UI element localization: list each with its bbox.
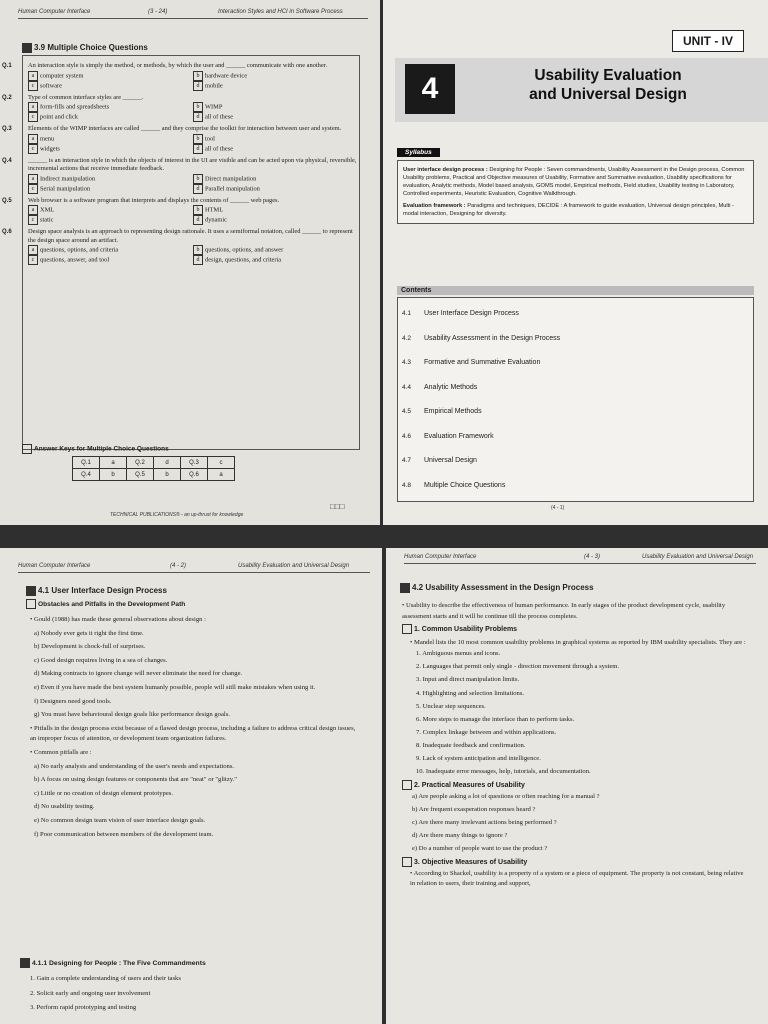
problem-item: 9. Lack of system anticipation and intelligence. [416, 754, 541, 762]
answer-cell: Q.1 [73, 457, 100, 469]
contents-title: Empirical Methods [424, 408, 482, 415]
option-letter-box: c [28, 81, 38, 91]
page-header [18, 562, 370, 573]
answer-cell: d [154, 457, 181, 469]
option-letter-box: b [193, 205, 203, 215]
book-icon [26, 586, 36, 596]
answer-keys-table [72, 456, 235, 481]
answer-keys-title: Answer Keys for Multiple Choice Questions [22, 444, 169, 454]
problem-item: 3. Input and direct manipulation limits. [416, 676, 520, 684]
section-title: 4.1 User Interface Design Process [26, 586, 167, 596]
option-letter-box: c [28, 255, 38, 265]
answer-cell: Q.4 [73, 469, 100, 481]
question-text: Design space analysis is an approach to representing design rationale. It uses a semiformal notation, called ______ to represent the design space around an artifact. [28, 228, 353, 244]
text-line: • Pitfalls in the design process exist because of a flawed design process, including a failure to address critical design issues, an improper focus of attention, or development team organization failures. [30, 724, 356, 743]
text-line: f) Poor communication between members of the development team. [34, 830, 214, 838]
contents-tag: Contents [397, 286, 754, 295]
option-text: tool [205, 134, 215, 142]
option [28, 112, 193, 122]
option-text: design, questions, and criteria [205, 256, 282, 264]
option [28, 102, 193, 112]
chapter-banner [395, 58, 768, 122]
option-letter-box: a [28, 205, 38, 215]
answer-cell: a [208, 469, 235, 481]
answer-row [73, 469, 235, 481]
measures-list [402, 792, 748, 855]
option-grid [28, 245, 358, 265]
page-usability-assessment [386, 548, 768, 1024]
option [193, 245, 358, 255]
option-letter-box: b [193, 134, 203, 144]
option-grid [28, 134, 358, 154]
checkbox-icon [26, 599, 36, 609]
header-right: Interaction Styles and HCI in Software Process [218, 9, 343, 15]
end-marks: □□□ [330, 502, 345, 511]
option-text: software [40, 81, 63, 89]
option-letter-box: c [28, 144, 38, 154]
header-right: Usability Evaluation and Universal Design [642, 554, 754, 560]
contents-number: 4.7 [402, 457, 412, 464]
problem-item: 1. Ambiguous menus and icons. [416, 650, 501, 658]
question-number: Q.6 [2, 229, 12, 235]
section-title: 3.9 Multiple Choice Questions [22, 43, 148, 53]
answer-cell: c [208, 457, 235, 469]
answer-cell: b [154, 469, 181, 481]
mcq-question [2, 228, 358, 265]
option-letter-box: b [193, 245, 203, 255]
text-line: • Common pitfalls are : [30, 748, 92, 756]
option [28, 174, 193, 184]
checkbox-icon [402, 624, 412, 634]
mcq-question [2, 156, 358, 194]
option [193, 215, 358, 225]
mcq-list [2, 62, 358, 268]
page-chapter-opener [383, 0, 768, 525]
page-header [18, 8, 368, 19]
contents-title: Analytic Methods [424, 383, 478, 391]
option-text: all of these [205, 113, 234, 121]
option [193, 71, 358, 81]
contents-title: User Interface Design Process [424, 310, 519, 317]
question-text: Elements of the WIMP interfaces are called ______ and they comprise the toolkit for interaction between user and system. [28, 125, 342, 132]
text-line: • Gould (1988) has made these general observations about design : [30, 616, 206, 623]
contents-title: Multiple Choice Questions [424, 481, 506, 489]
text-line: d) No usability testing. [34, 803, 95, 811]
option-letter-box: d [193, 81, 203, 91]
book-icon [400, 583, 410, 593]
mcq-question [2, 93, 358, 123]
option-text: questions, options, and criteria [40, 246, 119, 254]
option-text: dynamic [205, 216, 228, 224]
syllabus-box: User interface design process : Designing for People : Seven commandments, Usability Assessment in the Design process, Common Usability problems, Practical and Objective measures of Usability, Formative and Summative evaluation, Usability specifications for evaluation, Analytic methods, Model based analysis, GOMS model, Empirical methods, Field studies, Usability testing in Laboratory, Controlled experiments, Heuristic Evaluation, Cognitive Walkthrough. Evaluation framework : Paradigms and techniques, DECIDE : A framework to guide evaluation, Universal design principles, Multi - modal interaction, Designing for diversity. [397, 160, 754, 224]
page-mcq [0, 0, 380, 525]
option-text: static [40, 216, 54, 224]
option [28, 205, 193, 215]
contents-number: 4.3 [402, 359, 412, 366]
option [193, 81, 358, 91]
answer-cell: Q.5 [127, 469, 154, 481]
book-icon [20, 958, 30, 968]
syllabus-tag: Syllabus [397, 148, 440, 157]
contents-title: Usability Assessment in the Design Process [424, 334, 561, 342]
option-grid [28, 174, 358, 194]
contents-number: 4.4 [402, 383, 412, 391]
contents-title: Evaluation Framework [424, 432, 494, 440]
page-number: (4 - 1) [551, 505, 565, 511]
option-text: form-fills and spreadsheets [40, 103, 110, 111]
question-number: Q.3 [2, 126, 12, 132]
answer-cell: b [100, 469, 127, 481]
problem-item: 8. Inadequate feedback and confirmation. [416, 741, 526, 749]
header-left: Human Computer Interface [18, 563, 91, 569]
option-letter-box: b [193, 71, 203, 81]
measure-item: c) Are there many irrelevant actions being performed ? [412, 818, 557, 826]
page-header [404, 553, 756, 564]
problem-item: 7. Complex linkage between and within applications. [416, 728, 557, 736]
measure-item: e) Do a number of people want to use the product ? [412, 844, 548, 852]
header-right: Usability Evaluation and Universal Design [238, 563, 350, 569]
option-text: point and click [40, 113, 78, 121]
option-letter-box: a [28, 71, 38, 81]
mcq-question [2, 125, 358, 154]
option [28, 184, 193, 194]
book-icon [22, 43, 32, 53]
problem-item: 2. Languages that permit only single - direction movement through a system. [416, 663, 620, 671]
text-line: d) Making contracts to ignore change will never eliminate the need for change. [34, 670, 243, 678]
option-letter-box: b [193, 174, 203, 184]
option-text: widgets [40, 144, 60, 152]
problem-item: 5. Unclear step sequences. [416, 702, 486, 710]
text-line: g) You must have behavioural design goals like performance design goals. [34, 711, 230, 719]
measure-item: a) Are people asking a lot of questions or often reaching for a manual ? [412, 792, 600, 800]
header-left: Human Computer Interface [18, 9, 91, 15]
option-text: computer system [40, 71, 84, 79]
question-text: Web browser is a software program that interprets and displays the contents of ______ web pages. [28, 196, 280, 204]
question-number: Q.5 [2, 197, 12, 204]
option-text: all of these [205, 144, 234, 152]
option [193, 205, 358, 215]
answer-cell: a [100, 457, 127, 469]
answer-cell: Q.3 [181, 457, 208, 469]
option-grid [28, 71, 358, 91]
question-number: Q.2 [2, 94, 12, 101]
option-text: XML [40, 206, 55, 214]
option-text: Indirect manipulation [40, 174, 96, 182]
option-letter-box: c [28, 112, 38, 122]
text-line: c) Little or no creation of design element prototypes. [34, 789, 173, 797]
option-letter-box: c [28, 215, 38, 225]
contents-number: 4.8 [402, 481, 412, 489]
option-grid [28, 205, 358, 225]
problem-item: 4. Highlighting and selection limitations. [416, 689, 525, 697]
header-page-number: (3 - 24) [148, 9, 168, 15]
commandment: 3. Perform rapid prototyping and testing [30, 1004, 137, 1012]
option-text: hardware device [205, 71, 248, 79]
subsection-title-2: 4.1.1 Designing for People : The Five Commandments [20, 958, 206, 968]
header-page-number: (4 - 2) [170, 563, 187, 569]
problem-item: 6. More steps to manage the interface than to perform tasks. [416, 715, 575, 723]
option-text: menu [40, 134, 55, 142]
option-letter-box: a [28, 134, 38, 144]
subsection-title: Obstacles and Pitfalls in the Development Path [26, 599, 185, 609]
question-number: Q.1 [2, 63, 12, 69]
option [28, 215, 193, 225]
unit-label: UNIT - IV [672, 30, 744, 52]
question-text: An interaction style is simply the method, or methods, by which the user and ______ communicate with one another. [28, 62, 328, 69]
mcq-question [2, 62, 358, 91]
option [28, 81, 193, 91]
text-line: b) Development is chock-full of surprises. [34, 643, 146, 651]
checkbox-icon [22, 444, 32, 454]
answer-row [73, 457, 235, 469]
text-line: c) Good design requires living in a sea of changes. [34, 656, 168, 664]
option-grid [28, 102, 358, 122]
commandment: 1. Gain a complete understanding of users and their tasks [30, 975, 181, 982]
option [193, 144, 358, 154]
contents-title: Universal Design [424, 457, 477, 464]
option [28, 134, 193, 144]
problem-item: 10. Inadequate error messages, help, tutorials, and documentation. [416, 768, 591, 776]
option-text: mobile [205, 81, 223, 89]
contents-title: Formative and Summative Evaluation [424, 359, 541, 366]
option [28, 255, 193, 265]
commandments-list [30, 974, 362, 1018]
option-text: questions, options, and answer [205, 246, 284, 254]
option [193, 102, 358, 112]
body-text [30, 615, 362, 843]
header-left: Human Computer Interface [404, 554, 477, 560]
question-number: Q.4 [2, 157, 12, 164]
answer-cell: Q.6 [181, 469, 208, 481]
option-letter-box: b [193, 102, 203, 112]
option-letter-box: a [28, 102, 38, 112]
chapter-number: 4 [405, 64, 455, 114]
option-letter-box: d [193, 112, 203, 122]
option-text: Direct manipulation [205, 174, 257, 182]
contents-number: 4.1 [402, 310, 412, 317]
page-footer: TECHNICAL PUBLICATIONS® - an up-thrust for knowledge [110, 512, 244, 518]
measure-item: d) Are there many things to ignore ? [412, 831, 508, 839]
answer-cell: Q.2 [127, 457, 154, 469]
option [28, 71, 193, 81]
option-letter-box: a [28, 245, 38, 255]
option-text: HTML [205, 206, 224, 214]
text-line: f) Designers need good tools. [34, 697, 112, 705]
question-text: ______ is an interaction style in which the objects of interest in the UI are visible and can be acted upon via physical, reversible, incremental actions that receive immediate feedback. [28, 156, 357, 172]
option-letter-box: d [193, 144, 203, 154]
checkbox-icon [402, 857, 412, 867]
option-letter-box: c [28, 184, 38, 194]
option-letter-box: a [28, 174, 38, 184]
measure-item: b) Are frequent exasperation responses heard ? [412, 805, 536, 813]
option-text: WIMP [205, 103, 223, 111]
option-text: Serial manipulation [40, 184, 91, 192]
option [28, 245, 193, 255]
chapter-title: Usability Evaluation and Universal Design [529, 67, 687, 103]
option [193, 134, 358, 144]
option-letter-box: d [193, 255, 203, 265]
problems-list [402, 649, 748, 777]
mcq-question [2, 196, 358, 226]
option [193, 112, 358, 122]
contents-box [397, 297, 754, 502]
option-text: Parallel manipulation [205, 184, 260, 192]
section-title: 4.2 Usability Assessment in the Design Process [400, 583, 594, 593]
text-line: b) A focus on using design features or components that are "neat" or "glitzy." [34, 776, 237, 784]
text-line: e) No common design team vision of user interface design goals. [34, 816, 206, 824]
page-design-process [0, 548, 382, 1024]
text-line: e) Even if you have made the best system humanly possible, people will still make mistakes when using it. [34, 683, 316, 691]
question-text: Type of common interface styles are ______. [28, 93, 144, 101]
contents-number: 4.6 [402, 432, 412, 440]
text-line: a) Nobody ever gets it right the first time. [34, 629, 144, 637]
header-page-number: (4 - 3) [584, 554, 601, 560]
body-text: • Usability to describe the effectiveness of human performance. In early stages of the product development cycle, usability assessment starts and it will be continue till the process completes. 1. Common Usability Problems • Mandel lists the 10 most common usability problems in graphical systems as reported by IBM usability specialists. They are : 1. Ambiguous menus and icons. 2. Languages that permit only single - direction movement through a system. 3. Input and direct manipulation limits. 4. Highlighting and selection limitations. 5. Unclear step sequences. 6. More steps to manage the interface than to perform tasks. 7. Complex linkage between and within applications. 8. Inadequate feedback and confirmation. 9. Lack of system anticipation and intelligence. 10. Inadequate error messages, help, tutorials, and documentation. 2. Practical Measures of Usability a) Are people asking a lot of questions or often reaching for a manual ? b) Are frequent exasperation responses heard ? c) Are there many irrelevant actions being performed ? d) Are there many things to ignore ? e) Do a number of people want to use the product ? 3. Objective Measures of Usability • According to Shackel, usability is a property of a system or a piece of equipment. The property is not constant, being relative in relation to users, their training and support, [402, 601, 748, 890]
option-letter-box: d [193, 215, 203, 225]
option [193, 184, 358, 194]
commandment: 2. Solicit early and ongoing user involvement [30, 989, 151, 997]
option-letter-box: d [193, 184, 203, 194]
contents-number: 4.2 [402, 334, 412, 342]
contents-number: 4.5 [402, 408, 412, 415]
text-line: a) No early analysis and understanding of the user's needs and expectations. [34, 762, 235, 770]
option [193, 174, 358, 184]
checkbox-icon [402, 780, 412, 790]
option [28, 144, 193, 154]
option [193, 255, 358, 265]
option-text: questions, answer, and tool [40, 256, 110, 264]
